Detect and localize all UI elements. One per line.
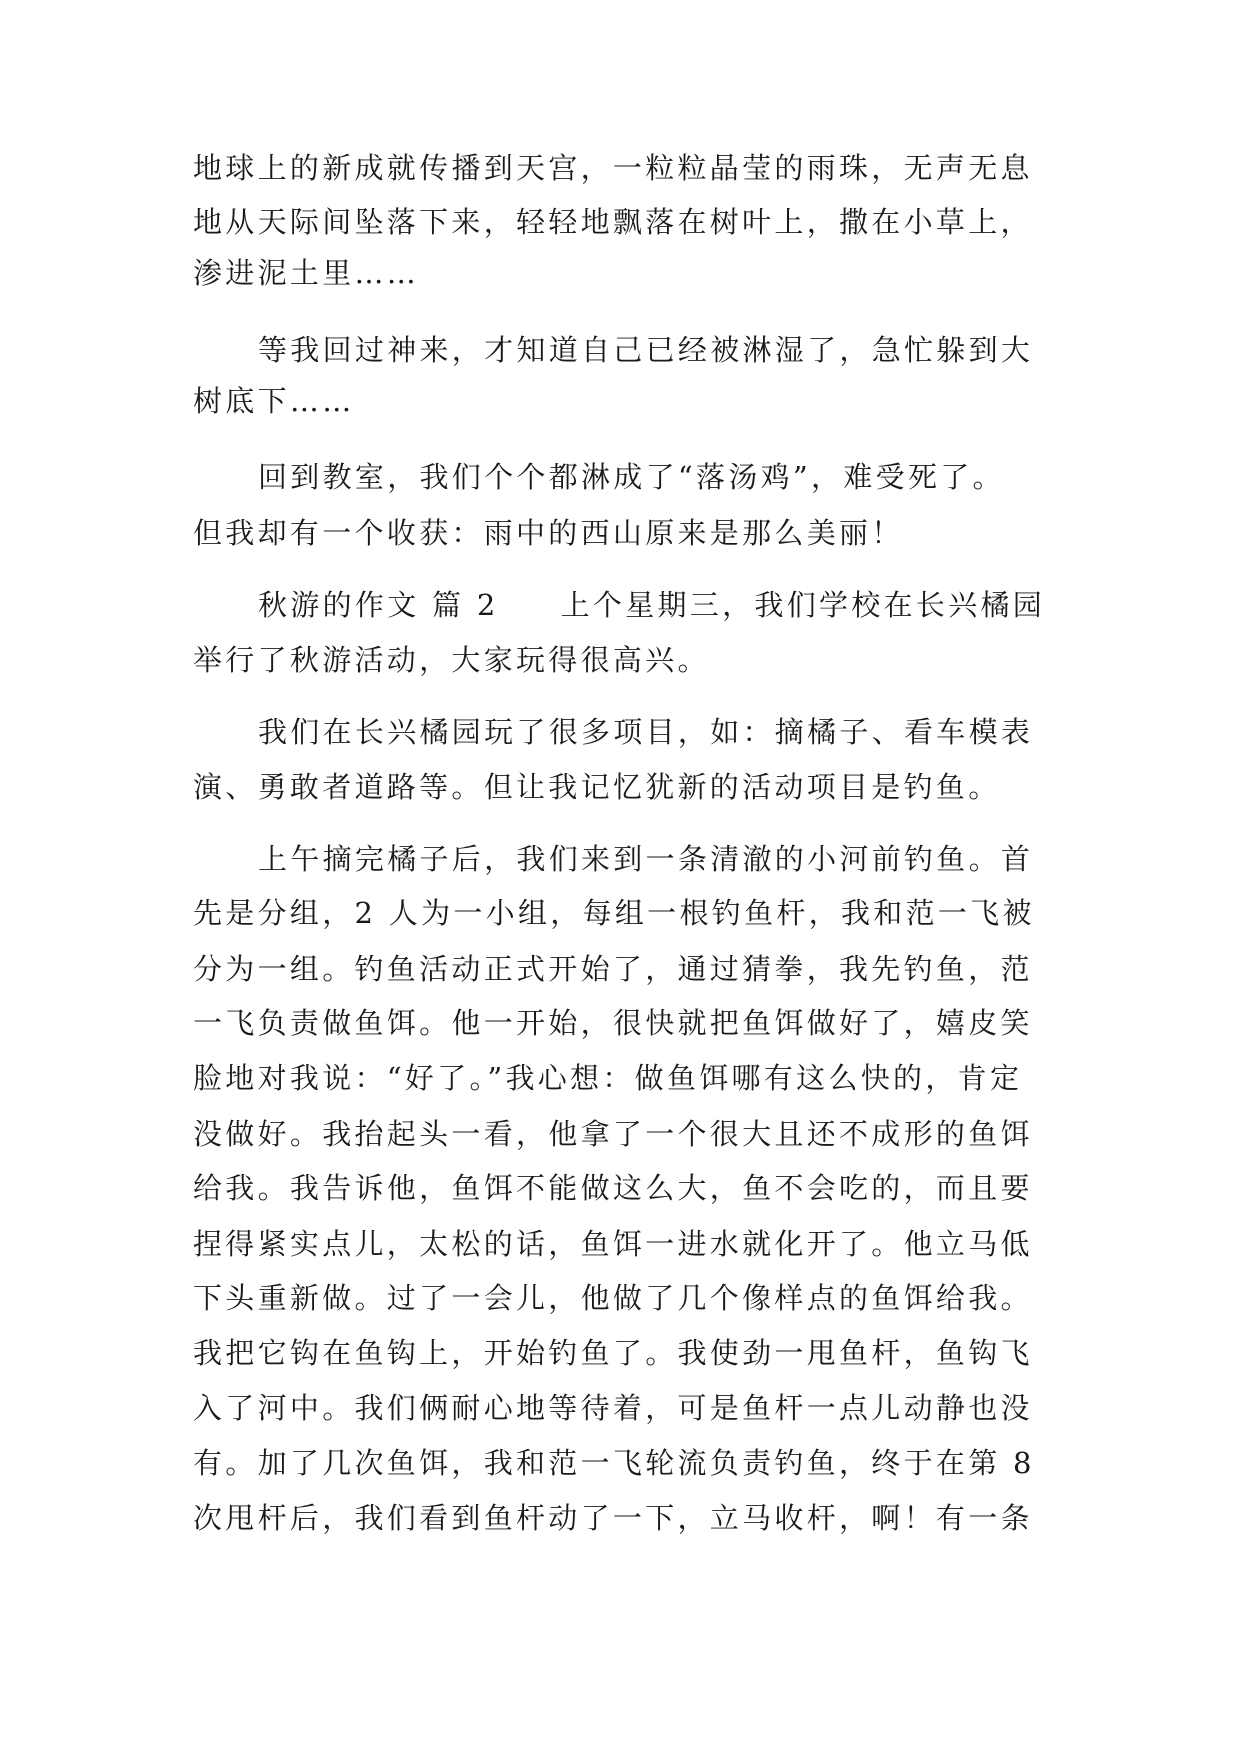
text-line: 但我却有一个收获：雨中的西山原来是那么美丽！ [193,516,904,550]
heading-line-text: 上个星期三，我们学校在长兴橘园 [560,588,1046,622]
text-line: 分为一组。钓鱼活动正式开始了，通过猜拳，我先钓鱼，范 [193,952,1033,986]
text-line: 回到教室，我们个个都淋成了“落汤鸡”，难受死了。 [258,460,1005,494]
text-line: 等我回过神来，才知道自己已经被淋湿了，急忙躲到大 [258,333,1034,367]
text-line: 给我。我告诉他，鱼饵不能做这么大，鱼不会吃的，而且要 [193,1171,1033,1205]
text-line: 树底下…… [193,384,355,418]
text-line: 入了河中。我们俩耐心地等待着，可是鱼杆一点儿动静也没 [193,1391,1033,1425]
text-line: 脸地对我说：“好了。”我心想：做鱼饵哪有这么快的，肯定 [193,1061,1023,1095]
text-line: 有。加了几次鱼饵，我和范一飞轮流负责钓鱼，终于在第 8 [193,1446,1035,1480]
text-line: 举行了秋游活动，大家玩得很高兴。 [193,643,710,677]
text-line: 一飞负责做鱼饵。他一开始，很快就把鱼饵做好了，嬉皮笑 [193,1006,1033,1040]
text-line: 我把它钩在鱼钩上，开始钓鱼了。我使劲一甩鱼杆，鱼钩飞 [193,1336,1033,1370]
text-line: 下头重新做。过了一会儿，他做了几个像样点的鱼饵给我。 [193,1281,1033,1315]
text-line: 演、勇敢者道路等。但让我记忆犹新的活动项目是钓鱼。 [193,770,1001,804]
section-heading-line [258,575,1118,635]
text-line: 上午摘完橘子后，我们来到一条清澈的小河前钓鱼。首 [258,842,1034,876]
section-heading: 秋游的作文 篇 2 [258,588,499,622]
text-line: 渗进泥土里…… [193,256,420,290]
text-line: 次甩杆后，我们看到鱼杆动了一下，立马收杆，啊！有一条 [193,1501,1033,1535]
text-line: 地球上的新成就传播到天宫，一粒粒晶莹的雨珠，无声无息 [193,151,1033,185]
text-line: 先是分组，2 人为一小组，每组一根钓鱼杆，我和范一飞被 [193,896,1035,930]
text-line: 捏得紧实点儿，太松的话，鱼饵一进水就化开了。他立马低 [193,1227,1033,1261]
text-line: 没做好。我抬起头一看，他拿了一个很大且还不成形的鱼饵 [193,1117,1033,1151]
text-line: 地从天际间坠落下来，轻轻地飘落在树叶上，撒在小草上， [193,205,1033,239]
text-line: 我们在长兴橘园玩了很多项目，如：摘橘子、看车模表 [258,715,1034,749]
